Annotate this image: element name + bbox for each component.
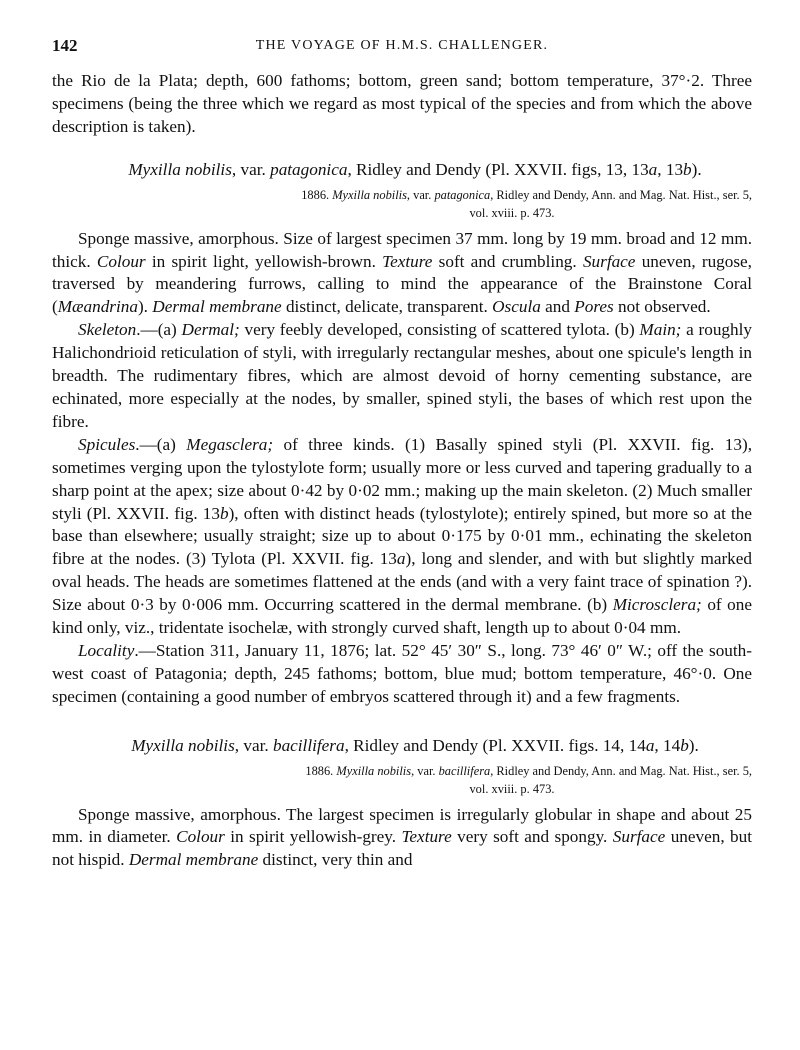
page-number: 142 <box>52 36 78 55</box>
species-heading-patagonica: Myxilla nobilis, var. patagonica, Ridley and Dendy (Pl. XXVII. figs, 13, 13a, 13b). <box>128 159 702 179</box>
description-paragraph-patagonica: Sponge massive, amorphous. Size of largest specimen 37 mm. long by 19 mm. broad and 12 mm. thick. Colour in spirit light, yellowish-brown. Texture soft and crumbling. Surface uneven, rugose, traversed by meandering furrows, calling to mind the appearance of the Brainstone Coral (Mæandrina). Dermal membrane distinct, delicate, transparent. Oscula and Pores not observed. <box>52 228 752 317</box>
skeleton-paragraph: Skeleton.—(a) Dermal; very feebly developed, consisting of scattered tylota. (b) Main; a roughly Halichondrioid reticulation of styli, with irregularly rectangular meshes, about one spicule's length in breadth. The rudimentary fibres, which are almost devoid of horny cementing substance, are echinated, more especially at the nodes, by smaller, spined styli, the bases of which rest upon the fibre. <box>52 320 752 431</box>
running-title: THE VOYAGE OF H.M.S. CHALLENGER. <box>255 38 549 53</box>
running-header <box>52 36 752 70</box>
description-paragraph-bacillifera: Sponge massive, amorphous. The largest specimen is irregularly globular in shape and about 25 mm. in diameter. Colour in spirit yellowish-grey. Texture very soft and spongy. Surface uneven, but not hispid. Dermal membrane distinct, very thin and <box>52 804 753 870</box>
locality-paragraph: Locality.—Station 311, January 11, 1876; lat. 52° 45′ 30″ S., long. 73° 46′ 0″ W.; off the south-west coast of Patagonia; depth, 245 fathoms; bottom, blue mud; bottom temperature, 46°·0. One specimen (containing a good number of embryos scattered through it) and a few fragments. <box>52 640 752 706</box>
page <box>52 36 752 872</box>
citation-bacillifera: 1886. Myxilla nobilis, var. bacillifera, Ridley and Dendy, Ann. and Mag. Nat. Hist., ser. 5, vol. xviii. p. 473. <box>305 763 752 796</box>
spicules-paragraph: Spicules.—(a) Megasclera; of three kinds. (1) Basally spined styli (Pl. XXVII. fig. 13), sometimes verging upon the tylostylote form; usually more or less curved and tapering gradually to a sharp point at the apex; size about 0·42 by 0·02 mm.; making up the main skeleton. (2) Much smaller styli (Pl. XXVII. fig. 13b), often with distinct heads (tylostylote); entirely spined, but more so at the base than elsewhere; usually straight; size up to about 0·175 by 0·01 mm., echinating the skeleton fibre at the nodes. (3) Tylota (Pl. XXVII. fig. 13a), long and slender, and with but slightly marked oval heads. The heads are sometimes flattened at the ends (and with a very faint trace of spination ?). Size about 0·3 by 0·006 mm. Occurring scattered in the dermal membrane. (b) Microsclera; of one kind only, viz., tridentate isochelæ, with strongly curved shaft, length up to about 0·04 mm. <box>52 434 752 638</box>
continuation-paragraph: the Rio de la Plata; depth, 600 fathoms; bottom, green sand; bottom temperature, 37°·2. Three specimens (being the three which we regard as most typical of the species and from which the above description is taken). <box>52 71 752 136</box>
citation-patagonica: 1886. Myxilla nobilis, var. patagonica, Ridley and Dendy, Ann. and Mag. Nat. Hist., ser. 5, vol. xviii. p. 473. <box>301 187 752 220</box>
species-heading-bacillifera: Myxilla nobilis, var. bacillifera, Ridley and Dendy (Pl. XXVII. figs. 14, 14a, 14b). <box>131 735 699 755</box>
